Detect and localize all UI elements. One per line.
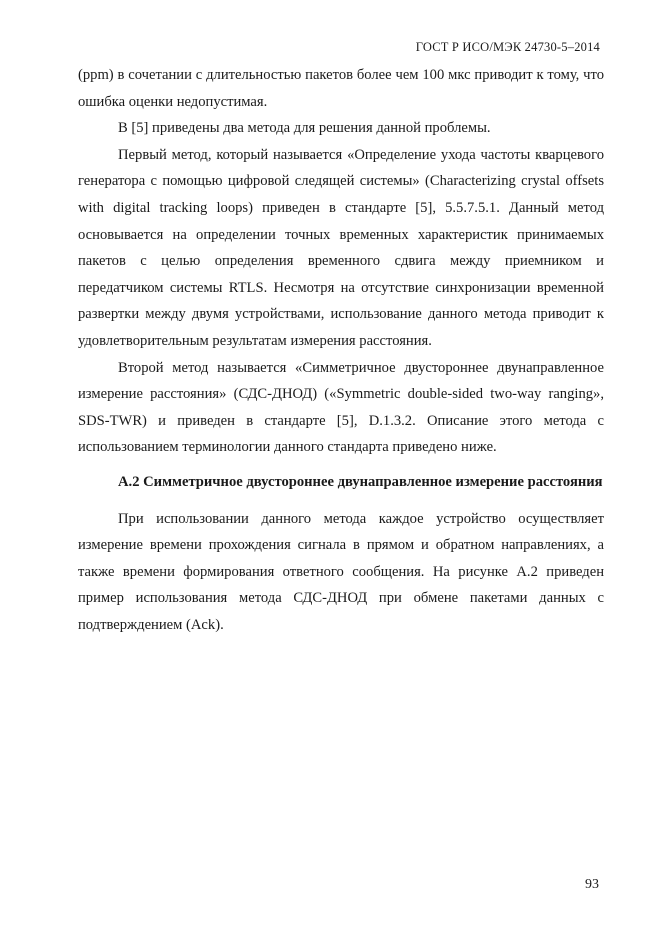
page-number: 93 xyxy=(585,877,599,892)
paragraph-section-body: При использовании данного метода каждое устройство осуществляет измерение времени прохождения сигнала в прямом и обратном направлениях, а также времени формирования ответного сообщения. На рисунке А.2 приведен пример использования метода СДС-ДНОД при обмене пакетами данных с подтверждением (Ack). xyxy=(78,510,604,633)
paragraph-second-method: Второй метод называется «Симметричное двустороннее двунаправленное измерение расстояния» (СДС-ДНОД) («Symmetric double-sided two-way ranging», SDS-TWR) и приведен в стандарте [5], D.1.3.2. Описание этого метода с использованием терминологии данного стандарта приведено ниже. xyxy=(78,359,604,456)
paragraph-first-method: Первый метод, который называется «Определение ухода частоты кварцевого генератора с помощью цифровой следящей системы» (Characterizing crystal offsets with digital tracking loops) приведен в стандарте [5], 5.5.7.5.1. Данный метод основывается на определении точных временных характеристик принимаемых пакетов с целью определения временного сдвига между приемником и передатчиком системы RTLS. Несмотря на отсутствие синхронизации временной развертки между двумя устройствами, использование данного метода приводит к удовлетворительным результатам измерения расстояния. xyxy=(78,146,604,349)
paragraph-continuation: (ppm) в сочетании с длительностью пакетов более чем 100 мкс приводит к тому, что ошибка оценки недопустимая. xyxy=(78,67,604,110)
standard-header: ГОСТ Р ИСО/МЭК 24730-5–2014 xyxy=(415,40,600,54)
section-heading: А.2 Симметричное двустороннее двунаправленное измерение расстояния xyxy=(118,473,603,490)
document-body xyxy=(78,62,604,638)
paragraph-methods-intro: В [5] приведены два метода для решения данной проблемы. xyxy=(118,120,491,137)
